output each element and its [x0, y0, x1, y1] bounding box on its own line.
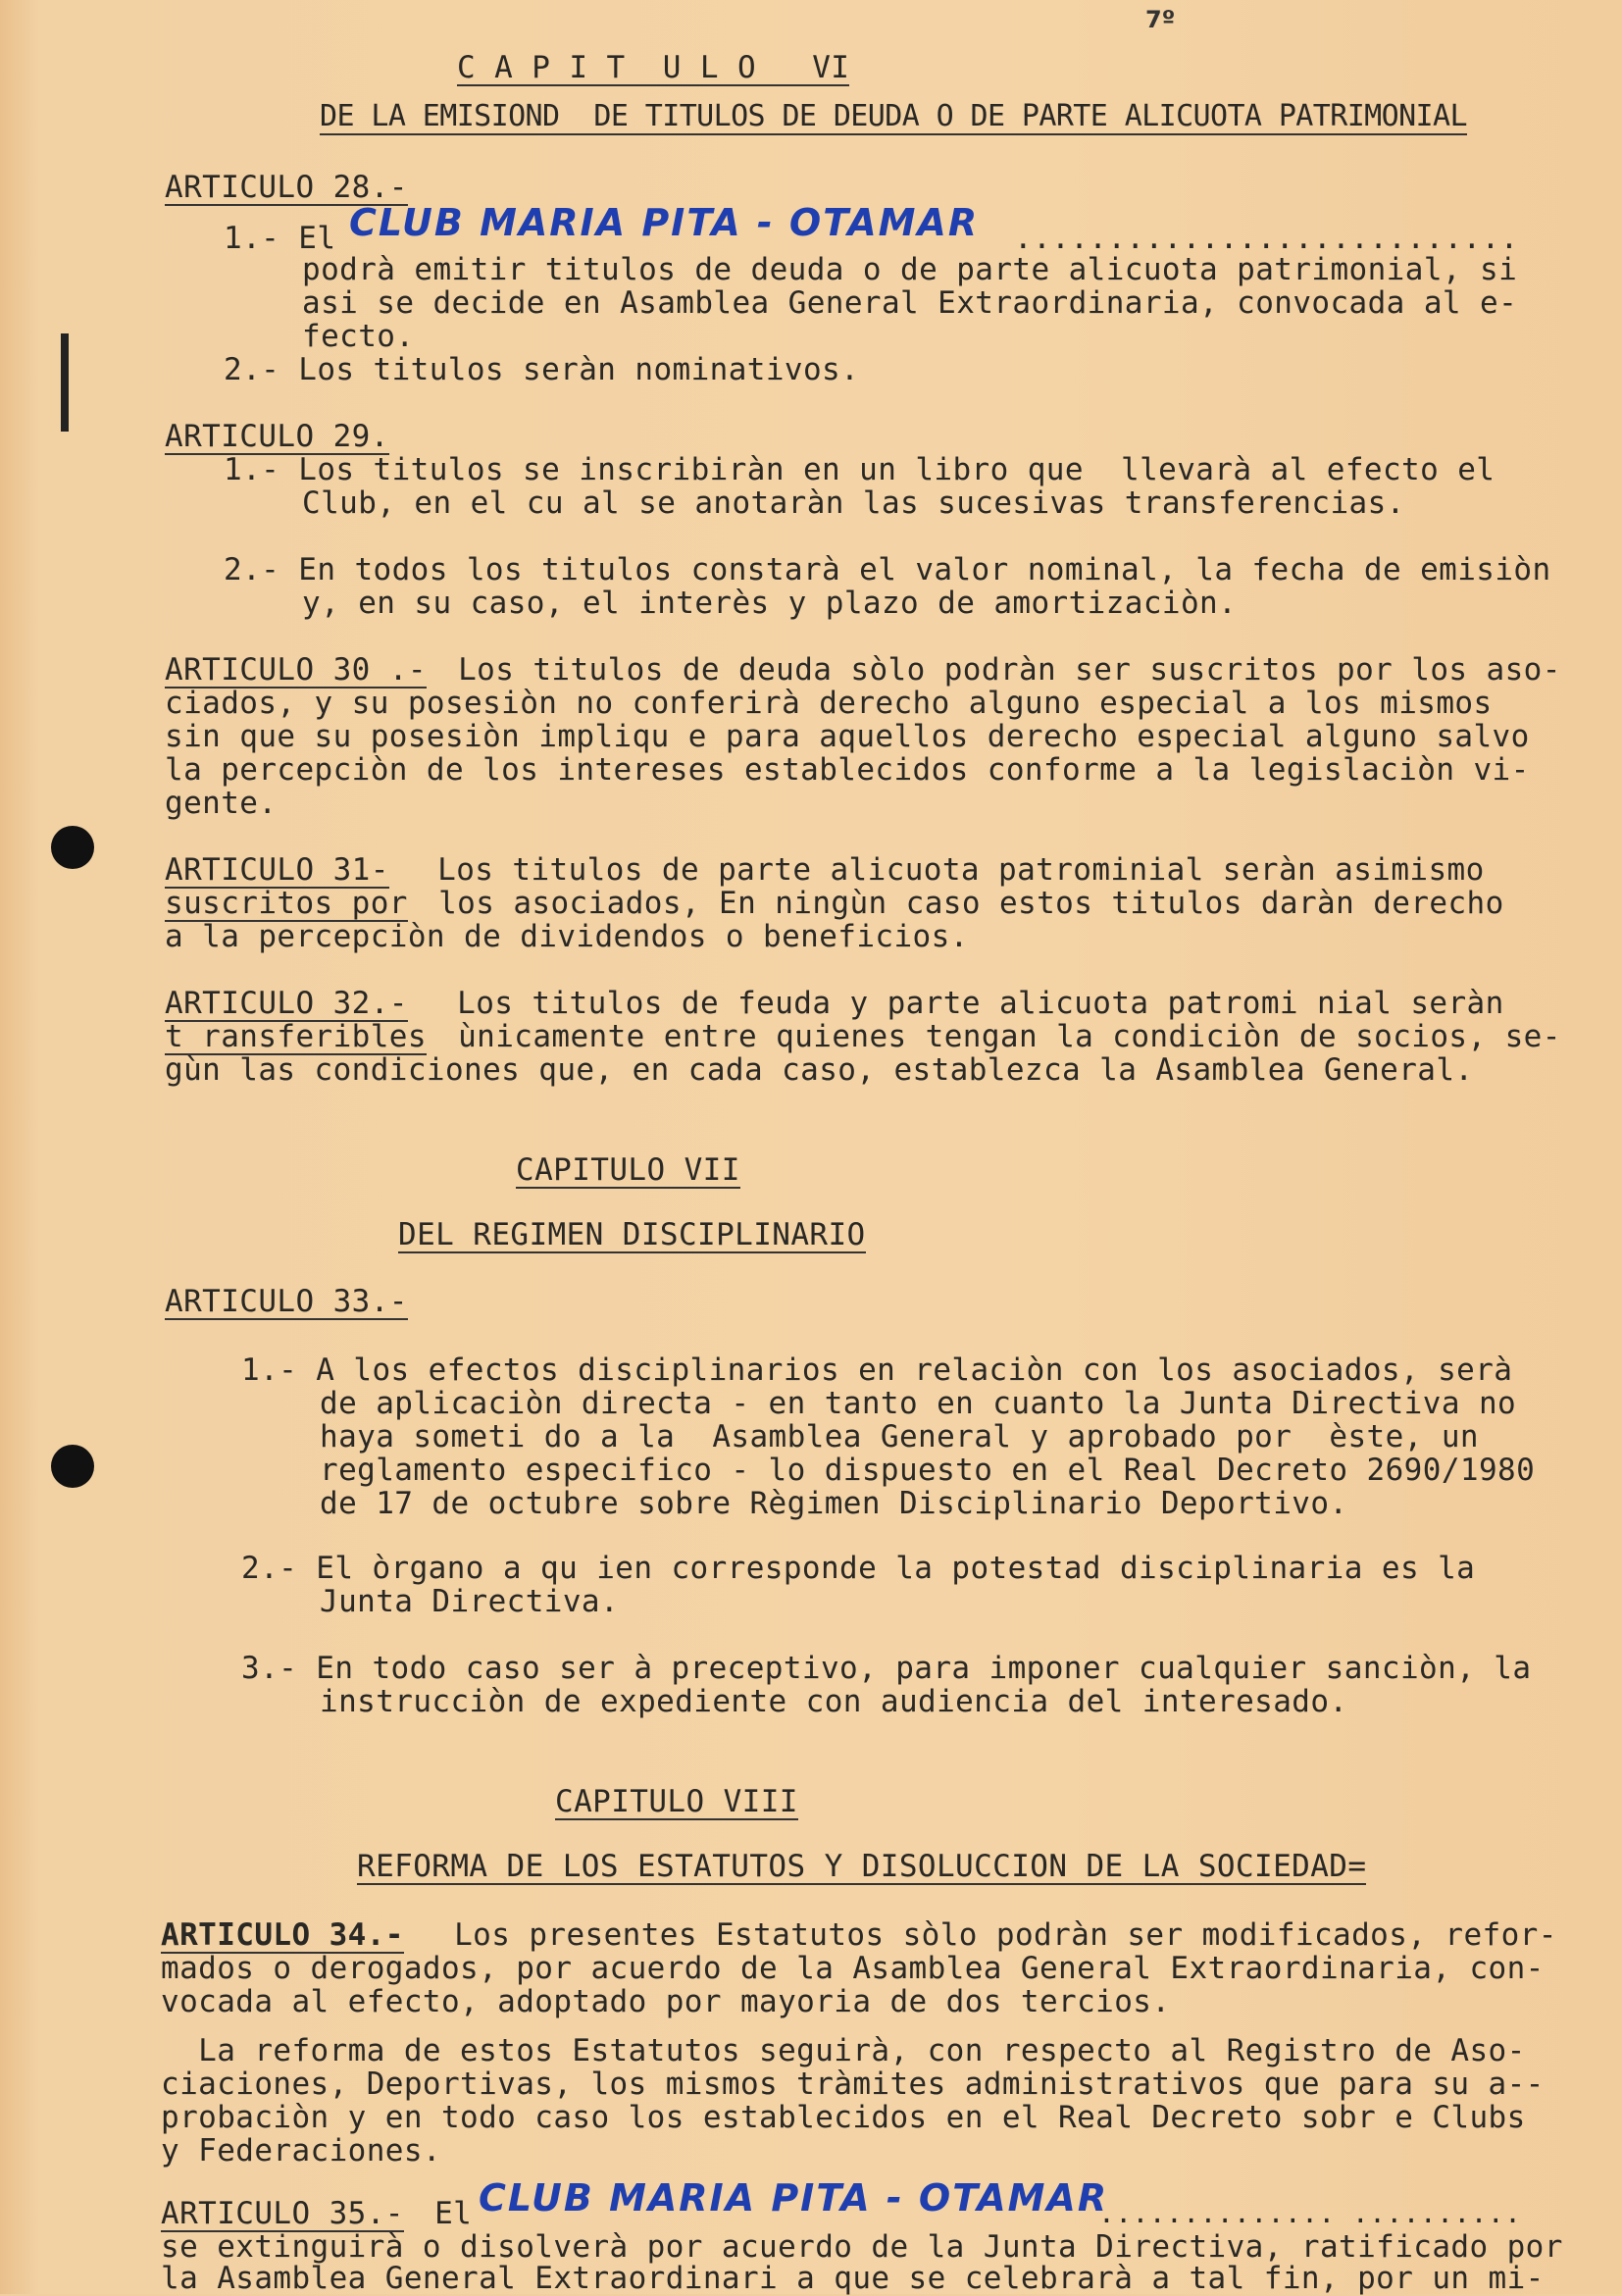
article-35-handwritten-club-name: CLUB MARIA PITA - OTAMAR — [479, 2176, 1109, 2219]
article-32-line1: Los titulos de feuda y parte alicuota patromi nial seràn — [420, 986, 1504, 1021]
chapter-6-subtitle: DE LA EMISIOND DE TITULOS DE DEUDA O DE PARTE ALICUOTA PATRIMONIAL — [320, 99, 1467, 133]
article-28-p2: 2.- Los titulos seràn nominativos. — [224, 352, 860, 387]
article-35-line2: se extinguirà o disolverà por acuerdo de la Junta Directiva, ratificado por — [161, 2229, 1563, 2265]
article-31-line1: Los titulos de parte alicuota patrominial seràn asimismo — [400, 852, 1485, 888]
article-31-line2: los asociados, En ningùn caso estos titulos daràn derecho — [420, 886, 1504, 921]
article-28-handwritten-club-name: CLUB MARIA PITA - OTAMAR — [349, 201, 980, 244]
article-34-heading: ARTICULO 34.- — [161, 1917, 404, 1953]
article-29-p1-line2: Club, en el cu al se anotaràn las sucesivas transferencias. — [302, 485, 1405, 521]
article-35-prefix: El — [416, 2196, 473, 2231]
article-33-p1-line1: 1.- A los efectos disciplinarios en relaciòn con los asociados, serà — [241, 1352, 1513, 1388]
article-30-line5: gente. — [165, 786, 278, 821]
article-28-p1-dots: ........................... — [1014, 221, 1519, 256]
article-28-p1-prefix: 1.- El — [224, 221, 336, 256]
article-34-line4: La reforma de estos Estatutos seguirà, con respecto al Registro de Aso- — [161, 2033, 1526, 2068]
article-33-p2-line1: 2.- El òrgano a qu ien corresponde la potestad disciplinaria es la — [241, 1551, 1476, 1586]
article-28-p1-line2: podrà emitir titulos de deuda o de parte alicuota patrimonial, si — [302, 252, 1518, 287]
article-34-line2: mados o derogados, por acuerdo de la Asamblea General Extraordinaria, con- — [161, 1951, 1545, 1986]
chapter-6-title: C A P I T U L O VI — [457, 50, 850, 85]
article-33-heading: ARTICULO 33.- — [165, 1284, 408, 1319]
chapter-7-title: CAPITULO VII — [516, 1152, 740, 1188]
article-33-p3-line1: 3.- En todo caso ser à preceptivo, para imponer cualquier sanciòn, la — [241, 1651, 1532, 1686]
article-31-heading: ARTICULO 31- — [165, 852, 389, 888]
chapter-7-subtitle: DEL REGIMEN DISCIPLINARIO — [398, 1217, 866, 1252]
page-number: 7º — [1145, 6, 1176, 33]
article-32-line3: gùn las condiciones que, en cada caso, establezca la Asamblea General. — [165, 1052, 1474, 1088]
article-33-p1-line5: de 17 de octubre sobre Règimen Disciplinario Deportivo. — [320, 1486, 1348, 1521]
article-32-line2-underlined: t ransferibles — [165, 1019, 427, 1054]
article-30-line4: la percepciòn de los intereses establecidos conforme a la legislaciòn vi- — [165, 752, 1530, 788]
article-35-dots: .............. .......... — [1098, 2197, 1522, 2229]
article-29-heading: ARTICULO 29. — [165, 419, 389, 454]
article-34-line7: y Federaciones. — [161, 2133, 441, 2168]
article-33-p1-line3: haya someti do a la Asamblea General y aprobado por èste, un — [320, 1419, 1479, 1454]
article-31-line3: a la percepciòn de dividendos o beneficios. — [165, 919, 969, 954]
margin-mark — [61, 333, 69, 432]
article-30-heading: ARTICULO 30 .- — [165, 652, 427, 688]
punch-hole-bottom — [51, 1445, 94, 1488]
article-31-line2-underlined: suscritos por — [165, 886, 408, 921]
article-30-line2: ciados, y su posesiòn no conferirà derecho alguno especial a los mismos — [165, 686, 1493, 721]
article-35-line3: la Asamblea General Extraordinari a que se celebrarà a tal fin, por un mi- — [161, 2261, 1545, 2296]
chapter-8-subtitle: REFORMA DE LOS ESTATUTOS Y DISOLUCCION DE LA SOCIEDAD= — [357, 1849, 1367, 1884]
article-35-heading: ARTICULO 35.- — [161, 2196, 404, 2231]
article-32-heading: ARTICULO 32.- — [165, 986, 408, 1021]
article-34-line5: ciaciones, Deportivas, los mismos tràmites administrativos que para su a-- — [161, 2066, 1545, 2102]
article-29-p1-line1: 1.- Los titulos se inscribiràn en un libro que llevarà al efecto el — [224, 452, 1495, 487]
article-34-line6: probaciòn y en todo caso los establecidos en el Real Decreto sobr e Clubs — [161, 2100, 1526, 2135]
article-28-p1-line4: fecto. — [302, 319, 415, 354]
article-34-line3: vocada al efecto, adoptado por mayoria de dos tercios. — [161, 1984, 1171, 2019]
chapter-8-title: CAPITULO VIII — [555, 1784, 798, 1819]
article-29-p2-line2: y, en su caso, el interès y plazo de amortizaciòn. — [302, 586, 1238, 621]
article-33-p2-line2: Junta Directiva. — [320, 1584, 620, 1619]
article-34-line1: Los presentes Estatutos sòlo podràn ser modificados, refor- — [435, 1917, 1557, 1953]
article-28-p1-line3: asi se decide en Asamblea General Extraordinaria, convocada al e- — [302, 285, 1518, 321]
article-30-line3: sin que su posesiòn impliqu e para aquellos derecho especial alguno salvo — [165, 719, 1530, 754]
article-33-p1-line2: de aplicaciòn directa - en tanto en cuanto la Junta Directiva no — [320, 1386, 1517, 1421]
punch-hole-top — [51, 826, 94, 869]
article-30-line1: Los titulos de deuda sòlo podràn ser suscritos por los aso- — [439, 652, 1561, 688]
article-32-line2: ùnicamente entre quienes tengan la condiciòn de socios, se- — [439, 1019, 1561, 1054]
article-33-p1-line4: reglamento especifico - lo dispuesto en el Real Decreto 2690/1980 — [320, 1453, 1536, 1488]
article-28-heading: ARTICULO 28.- — [165, 170, 408, 205]
article-29-p2-line1: 2.- En todos los titulos constarà el valor nominal, la fecha de emisiòn — [224, 552, 1551, 587]
article-33-p3-line2: instrucciòn de expediente con audiencia del interesado. — [320, 1684, 1348, 1719]
